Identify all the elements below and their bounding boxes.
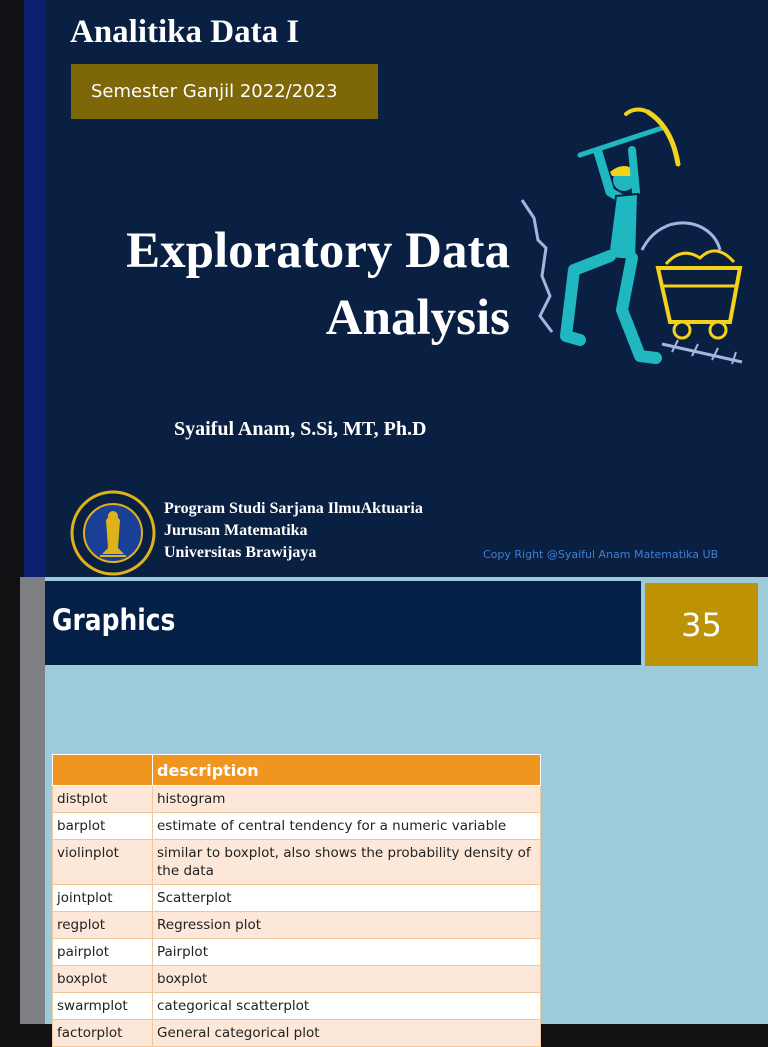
- table-row: [53, 813, 541, 840]
- table-row: [53, 786, 541, 813]
- course-title: Analitika Data I: [70, 14, 300, 50]
- university-seal-logo: [70, 490, 156, 576]
- institution-line-university: Universitas Brawijaya: [164, 544, 317, 561]
- plot-name-cell: distplot: [53, 786, 153, 813]
- table-row: [53, 1020, 541, 1047]
- plot-description-cell: categorical scatterplot: [153, 993, 541, 1020]
- institution-line-department: Jurusan Matematika: [164, 522, 308, 539]
- table-header-cell: [53, 755, 153, 786]
- plot-description-cell: General categorical plot: [153, 1020, 541, 1047]
- plot-description-cell: similar to boxplot, also shows the probability density of the data: [153, 840, 541, 885]
- semester-label: Semester Ganjil 2022/2023: [91, 81, 338, 102]
- semester-box: [71, 64, 378, 119]
- plot-description-cell: boxplot: [153, 966, 541, 993]
- plot-description-cell: Pairplot: [153, 939, 541, 966]
- plot-name-cell: jointplot: [53, 885, 153, 912]
- plot-description-cell: estimate of central tendency for a numeric variable: [153, 813, 541, 840]
- author-name: Syaiful Anam, S.Si, MT, Ph.D: [174, 418, 427, 440]
- table-header-row: [53, 755, 541, 786]
- presentation-title: [70, 218, 510, 352]
- slide-header: [45, 581, 641, 665]
- plot-description-cell: histogram: [153, 786, 541, 813]
- plot-description-cell: Scatterplot: [153, 885, 541, 912]
- plot-name-cell: pairplot: [53, 939, 153, 966]
- plot-name-cell: barplot: [53, 813, 153, 840]
- table-row: [53, 966, 541, 993]
- title-line-1: Exploratory Data: [126, 223, 510, 279]
- table-row: [53, 939, 541, 966]
- plot-name-cell: regplot: [53, 912, 153, 939]
- page-number: 35: [681, 605, 722, 644]
- miner-pickaxe-cart-icon: [512, 100, 752, 370]
- slide-left-bar: [0, 0, 24, 577]
- slide-blue-bar: [24, 0, 46, 577]
- title-line-2: Analysis: [325, 290, 510, 346]
- table-row: [53, 912, 541, 939]
- table-row: [53, 885, 541, 912]
- plot-types-table: [52, 754, 541, 1047]
- table-row: [53, 840, 541, 885]
- graphics-slide: [0, 577, 768, 1041]
- slide-title: Graphics: [52, 603, 176, 637]
- table-header-cell: description: [153, 755, 541, 786]
- institution-line-program: Program Studi Sarjana IlmuAktuaria: [164, 500, 423, 517]
- plot-name-cell: boxplot: [53, 966, 153, 993]
- plot-name-cell: factorplot: [53, 1020, 153, 1047]
- page-number-box: [645, 583, 758, 666]
- slide-gray-bar: [20, 577, 45, 1024]
- copyright-note: Copy Right @Syaiful Anam Matematika UB: [483, 548, 719, 561]
- institution-block: [164, 498, 423, 564]
- table-row: [53, 993, 541, 1020]
- plot-name-cell: violinplot: [53, 840, 153, 885]
- plot-name-cell: swarmplot: [53, 993, 153, 1020]
- plot-description-cell: Regression plot: [153, 912, 541, 939]
